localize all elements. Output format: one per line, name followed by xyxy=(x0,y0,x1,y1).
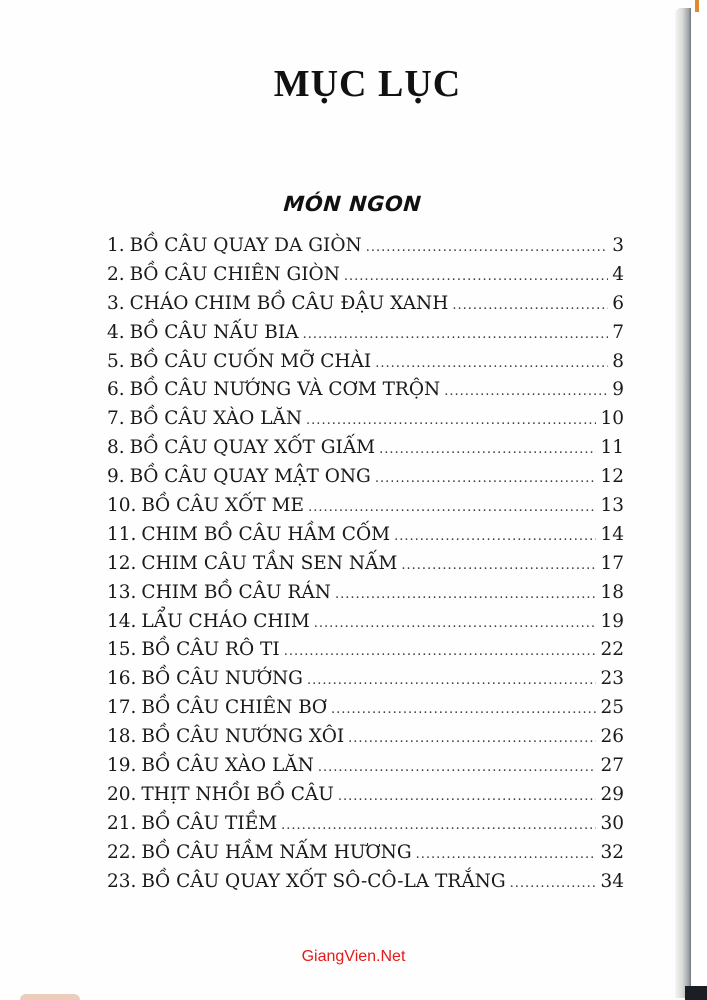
entry-page-number: 26 xyxy=(600,726,624,748)
dot-leader xyxy=(331,702,596,717)
dot-leader xyxy=(314,616,597,631)
entry-page-number: 9 xyxy=(612,379,624,401)
entry-number: 11. xyxy=(107,523,137,545)
entry-number: 16. xyxy=(107,668,137,690)
entry-number: 14. xyxy=(107,610,137,632)
entry-page-number: 11 xyxy=(600,437,624,459)
entry-title: CHIM BỒ CÂU RÁN xyxy=(141,581,331,603)
toc-entry[interactable] xyxy=(107,495,624,524)
dot-leader xyxy=(284,644,597,659)
toc-entry[interactable] xyxy=(107,437,624,466)
dot-leader xyxy=(416,847,597,862)
entry-page-number: 17 xyxy=(600,552,624,574)
entry-title: BỒ CÂU NƯỚNG xyxy=(141,668,303,690)
dot-leader xyxy=(335,587,597,602)
entry-title: BỒ CÂU QUAY XỐT SÔ-CÔ-LA TRẮNG xyxy=(141,870,506,892)
entry-title: LẨU CHÁO CHIM xyxy=(141,610,310,632)
entry-number: 10. xyxy=(107,495,137,517)
toc-entry[interactable] xyxy=(107,379,624,408)
entry-page-number: 7 xyxy=(612,321,624,343)
dot-leader xyxy=(281,818,596,833)
toc-entry[interactable] xyxy=(107,813,624,842)
toc-entry[interactable] xyxy=(107,264,624,293)
toc-entry[interactable] xyxy=(107,235,624,264)
scan-smudge xyxy=(20,994,80,1000)
section-heading: MÓN NGON xyxy=(282,192,423,216)
toc-entry[interactable] xyxy=(107,639,624,668)
toc-entry[interactable] xyxy=(107,408,624,437)
entry-page-number: 25 xyxy=(600,697,624,719)
entry-number: 1. xyxy=(107,235,125,256)
toc-entry[interactable] xyxy=(107,466,624,495)
toc-entry[interactable] xyxy=(107,322,624,351)
entry-page-number: 32 xyxy=(600,841,624,863)
entry-number: 4. xyxy=(107,321,125,343)
entry-title: CHÁO CHIM BỒ CÂU ĐẬU XANH xyxy=(129,292,449,314)
dot-leader xyxy=(452,298,608,313)
entry-title: BỒ CÂU QUAY XỐT GIẤM xyxy=(129,437,376,459)
dot-leader xyxy=(394,529,596,544)
entry-title: BỒ CÂU XÀO LĂN xyxy=(141,755,314,777)
scan-corner-shadow xyxy=(685,986,707,1000)
page-title: MỤC LỤC xyxy=(273,63,462,105)
toc-entry[interactable] xyxy=(107,784,624,813)
toc-entry[interactable] xyxy=(107,351,624,380)
entry-number: 15. xyxy=(107,639,137,661)
entry-page-number: 4 xyxy=(612,263,624,285)
entry-page-number: 13 xyxy=(600,495,624,517)
entry-title: THỊT NHỒI BỒ CÂU xyxy=(141,783,334,805)
entry-title: BỒ CÂU NƯỚNG VÀ CƠM TRỘN xyxy=(129,379,441,401)
entry-number: 8. xyxy=(107,437,125,459)
toc-entry[interactable] xyxy=(107,611,624,640)
entry-page-number: 34 xyxy=(600,870,624,892)
dot-leader xyxy=(401,558,596,573)
page-binding-edge xyxy=(675,8,691,998)
entry-number: 19. xyxy=(107,755,137,777)
entry-title: BỒ CÂU XÀO LĂN xyxy=(129,408,303,430)
dot-leader xyxy=(307,673,596,688)
entry-page-number: 8 xyxy=(612,350,624,372)
toc-entry[interactable] xyxy=(107,871,624,900)
entry-title: BỒ CÂU CHIÊN GIÒN xyxy=(129,263,340,285)
dot-leader xyxy=(510,876,597,891)
watermark-link[interactable]: GiangVien.Net xyxy=(301,948,406,965)
entry-number: 21. xyxy=(107,812,137,834)
page-margin xyxy=(691,0,707,1000)
entry-title: BỒ CÂU CUỐN MỠ CHÀI xyxy=(129,350,372,372)
corner-accent xyxy=(695,0,699,12)
entry-title: CHIM BỒ CÂU HẦM CỐM xyxy=(141,523,391,545)
toc-entry[interactable] xyxy=(107,726,624,755)
entry-number: 6. xyxy=(107,379,125,401)
entry-title: BỒ CÂU QUAY MẬT ONG xyxy=(129,466,371,488)
entry-number: 5. xyxy=(107,350,125,372)
entry-page-number: 12 xyxy=(600,466,624,488)
entry-number: 7. xyxy=(107,408,125,430)
entry-number: 3. xyxy=(107,292,125,314)
dot-leader xyxy=(338,789,597,804)
dot-leader xyxy=(306,413,596,428)
entry-number: 17. xyxy=(107,697,137,719)
dot-leader xyxy=(318,760,597,775)
dot-leader xyxy=(444,384,608,399)
dot-leader xyxy=(379,442,596,457)
entry-number: 18. xyxy=(107,726,137,748)
dot-leader xyxy=(348,731,596,746)
entry-page-number: 6 xyxy=(612,292,624,314)
entry-title: BỒ CÂU QUAY DA GIÒN xyxy=(129,235,362,256)
entry-number: 12. xyxy=(107,552,137,574)
entry-title: CHIM CÂU TẦN SEN NẤM xyxy=(141,552,398,574)
toc-entry[interactable] xyxy=(107,697,624,726)
entry-title: BỒ CÂU HẦM NẤM HƯƠNG xyxy=(141,841,412,863)
dot-leader xyxy=(375,471,597,486)
entry-number: 2. xyxy=(107,263,125,285)
toc-entry[interactable] xyxy=(107,582,624,611)
entry-page-number: 3 xyxy=(612,235,624,256)
toc-entry[interactable] xyxy=(107,668,624,697)
dot-leader xyxy=(375,356,608,371)
toc-entry[interactable] xyxy=(107,755,624,784)
dot-leader xyxy=(344,269,608,284)
entry-page-number: 19 xyxy=(600,610,624,632)
entry-page-number: 22 xyxy=(600,639,624,661)
entry-title: BỒ CÂU TIỀM xyxy=(141,812,278,834)
entry-page-number: 10 xyxy=(600,408,624,430)
entry-title: BỒ CÂU XỐT ME xyxy=(141,495,305,517)
table-of-contents xyxy=(107,235,624,899)
entry-title: BỒ CÂU RÔ TI xyxy=(141,639,280,661)
entry-page-number: 29 xyxy=(600,783,624,805)
entry-page-number: 18 xyxy=(600,581,624,603)
toc-entry[interactable] xyxy=(107,524,624,553)
entry-number: 22. xyxy=(107,841,137,863)
entry-number: 9. xyxy=(107,466,125,488)
entry-number: 23. xyxy=(107,870,137,892)
entry-page-number: 23 xyxy=(600,668,624,690)
entry-title: BỒ CÂU NẤU BIA xyxy=(129,321,299,343)
dot-leader xyxy=(303,327,609,342)
entry-page-number: 14 xyxy=(600,523,624,545)
dot-leader xyxy=(366,240,609,255)
toc-entry[interactable] xyxy=(107,293,624,322)
dot-leader xyxy=(308,500,596,515)
entry-page-number: 30 xyxy=(600,812,624,834)
entry-title: BỒ CÂU CHIÊN BƠ xyxy=(141,697,327,719)
entry-number: 13. xyxy=(107,581,137,603)
toc-entry[interactable] xyxy=(107,842,624,871)
entry-page-number: 27 xyxy=(600,755,624,777)
entry-number: 20. xyxy=(107,783,137,805)
toc-entry[interactable] xyxy=(107,553,624,582)
entry-title: BỒ CÂU NƯỚNG XÔI xyxy=(141,726,345,748)
